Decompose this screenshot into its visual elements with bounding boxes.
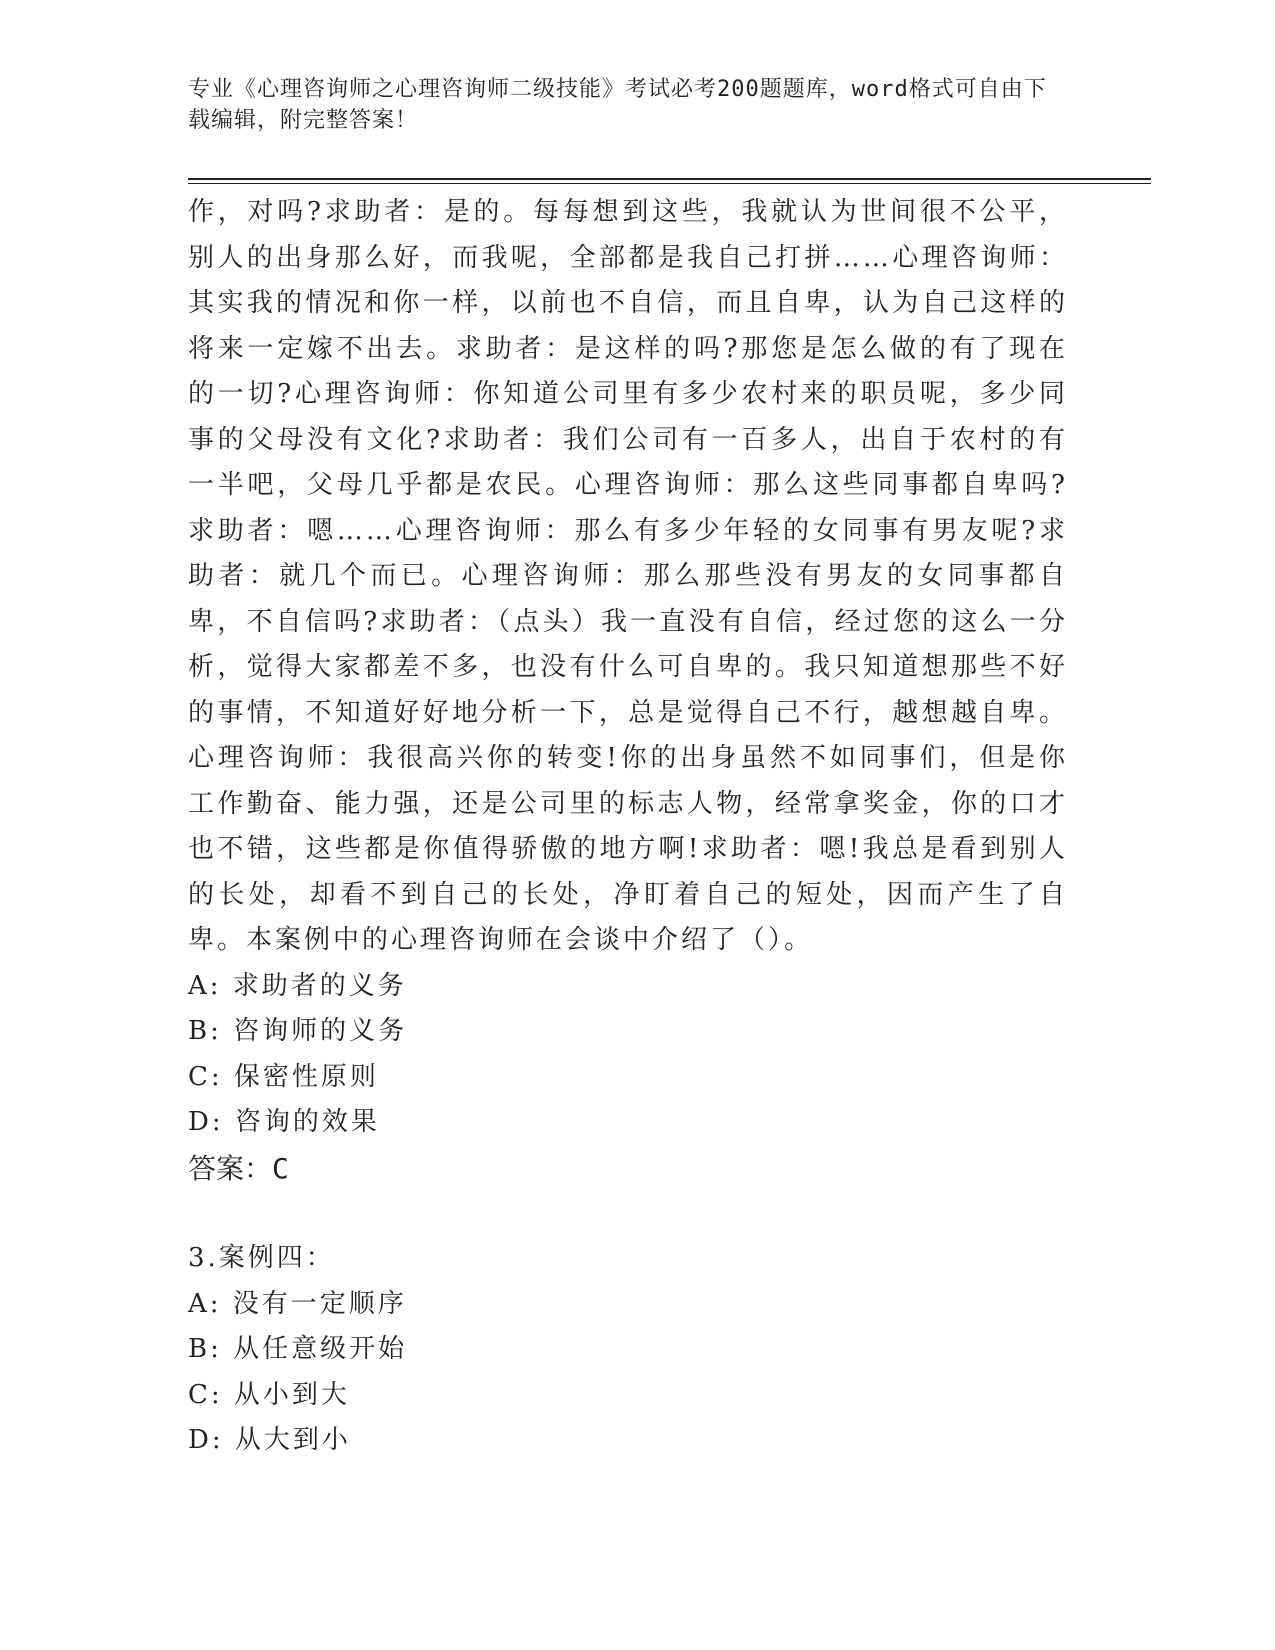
question-2-option-d: D: 咨询的效果 (188, 1107, 380, 1137)
question-3-options (188, 1282, 1068, 1464)
question-2-option-c: C: 保密性原则 (188, 1061, 379, 1092)
document-header (188, 74, 1068, 136)
question-2-passage: 作，对吗?求助者：是的。每每想到这些，我就认为世间很不公平，别人的出身那么好，而我呢，全部都是我自己打拼……心理咨询师：其实我的情况和你一样，以前也不自信，而且自卑，认为自己这样的将来一定嫁不出去。求助者：是这样的吗?那您是怎么做的有了现在的一切?心理咨询师：你知道公司里有多少农村来的职员呢，多少同事的父母没有文化?求助者：我们公司有一百多人，出自于农村的有一半吧，父母几乎都是农民。心理咨询师：那么这些同事都自卑吗?求助者：嗯……心理咨询师：那么有多少年轻的女同事有男友呢?求助者：就几个而已。心理咨询师：那么那些没有男友的女同事都自卑，不自信吗?求助者：（点头）我一直没有自信，经过您的这么一分析，觉得大家都差不多，也没有什么可自卑的。我只知道想那些不好的事情，不知道好好地分析一下，总是觉得自己不行，越想越自卑。心理咨询师：我很高兴你的转变!你的出身虽然不如同事们，但是你工作勤奋、能力强，还是公司里的标志人物，经常拿奖金，你的口才也不错，这些都是你值得骄傲的地方啊!求助者：嗯!我总是看到别人的长处，却看不到自己的长处，净盯着自己的短处，因而产生了自卑。本案例中的心理咨询师在会谈中介绍了（）。 (188, 197, 1068, 955)
header-title: 专业《心理咨询师之心理咨询师二级技能》考试必考200题题库，word格式可自由下载编辑，附完整答案！ (188, 77, 1047, 133)
question-2-answer (188, 1146, 1068, 1192)
question-3-option-a: A: 没有一定顺序 (188, 1288, 407, 1319)
document-body (188, 190, 1068, 1464)
question-2-option-a: A: 求助者的义务 (188, 970, 407, 1001)
question-2-options (188, 964, 1068, 1146)
question-3-stem: 3.案例四： (188, 1243, 335, 1273)
question-2-option-b: B: 咨询师的义务 (188, 1016, 408, 1046)
header-rule-thin (188, 183, 1151, 184)
question-3-option-b: B: 从任意级开始 (188, 1334, 408, 1364)
header-rule-thick (188, 178, 1151, 180)
answer-label: 答案： (188, 1151, 273, 1185)
spacer (188, 1191, 1068, 1236)
question-3-option-d: D: 从大到小 (188, 1425, 351, 1455)
answer-value: C (272, 1151, 289, 1185)
question-3-option-c: C: 从小到大 (188, 1379, 350, 1410)
